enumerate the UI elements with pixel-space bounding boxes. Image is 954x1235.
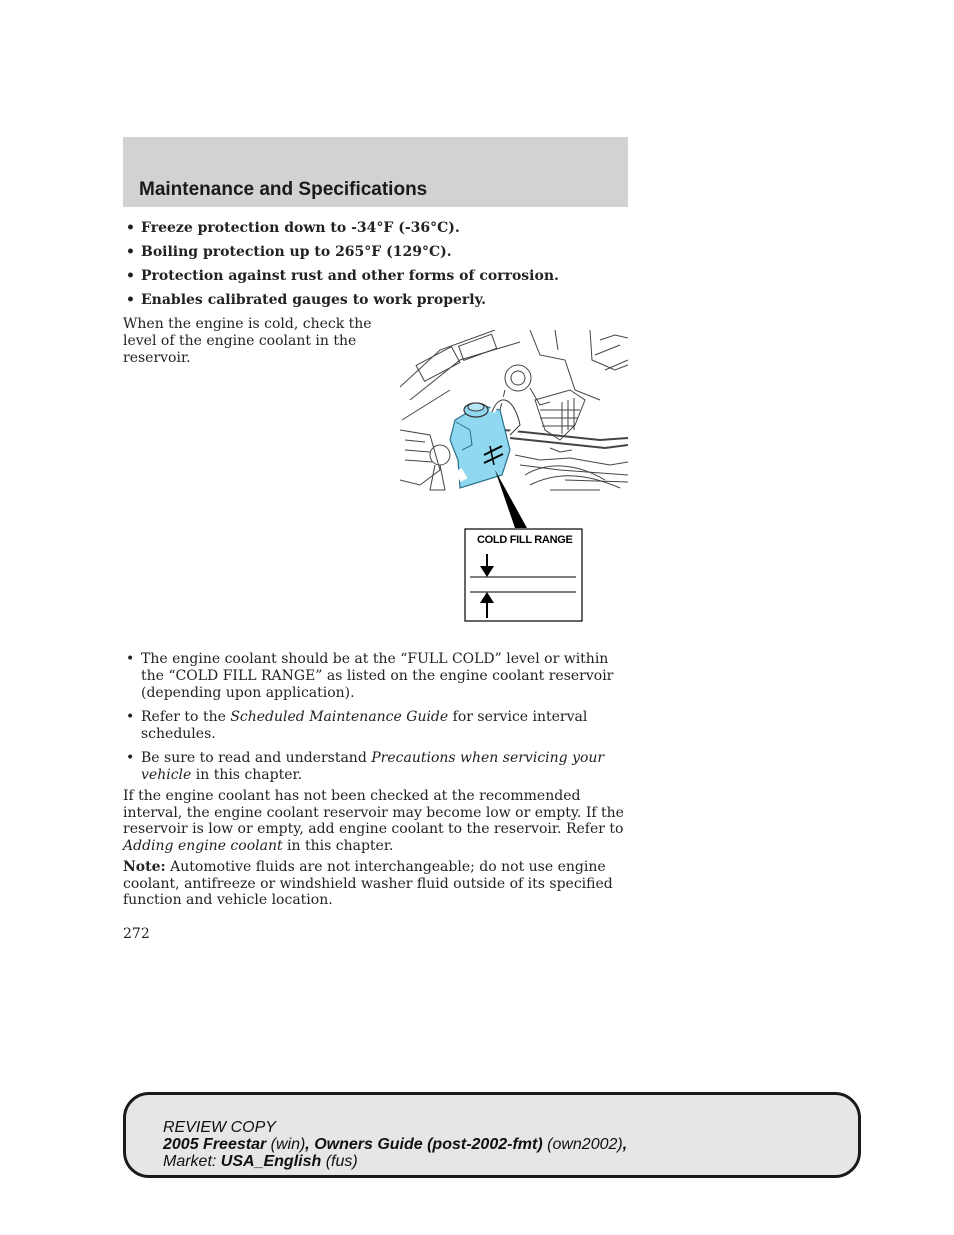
page-number: 272	[123, 926, 150, 942]
coolant-instructions-list	[123, 651, 633, 791]
note-paragraph: Note: Automotive fluids are not interchangeable; do not use engine coolant, antifreeze or windshield washer fluid outside of its specified function and vehicle location.	[123, 859, 613, 908]
intro-paragraph: When the engine is cold, check the level of the engine coolant in the reservoir.	[123, 316, 372, 366]
list-item: • Enables calibrated gauges to work properly.	[123, 292, 633, 309]
section-reference: Adding engine coolant	[123, 837, 283, 854]
cold-fill-range-label: COLD FILL RANGE	[477, 534, 573, 546]
section-header	[123, 137, 628, 207]
section-title: Maintenance and Specifications	[139, 179, 428, 200]
list-item: • Freeze protection down to -34°F (-36°C).	[123, 220, 633, 237]
callout-pointer	[495, 470, 527, 528]
footer-review-copy: REVIEW COPY	[163, 1119, 276, 1136]
note-label: Note:	[123, 859, 166, 875]
body-paragraph: If the engine coolant has not been checked at the recommended interval, the engine coolant reservoir may become low or empty. If the reservoir is low or empty, add engine coolant to the reservoir. Refer to Adding engine coolant in this chapter.	[123, 788, 624, 854]
list-item: • Protection against rust and other forms of corrosion.	[123, 268, 633, 285]
list-item: • The engine coolant should be at the “FULL COLD” level or within the “COLD FILL RANGE” as listed on the engine coolant reservoir (depending upon application).	[123, 651, 633, 702]
section-reference: Precautions when servicing your vehicle	[141, 750, 605, 783]
review-copy-footer: REVIEW COPY 2005 Freestar (win), Owners Guide (post-2002-fmt) (own2002), Market: USA_English (fus)	[123, 1092, 861, 1178]
list-item: • Be sure to read and understand Precautions when servicing your vehicle in this chapter.	[123, 750, 633, 784]
list-item: • Boiling protection up to 265°F (129°C).	[123, 244, 633, 261]
guide-reference: Scheduled Maintenance Guide	[230, 709, 449, 725]
engine-bay-illustration	[400, 330, 628, 625]
coolant-benefits-list	[123, 220, 633, 316]
coolant-reservoir-figure	[400, 330, 628, 625]
list-item: • Refer to the Scheduled Maintenance Guide for service interval schedules.	[123, 709, 633, 743]
